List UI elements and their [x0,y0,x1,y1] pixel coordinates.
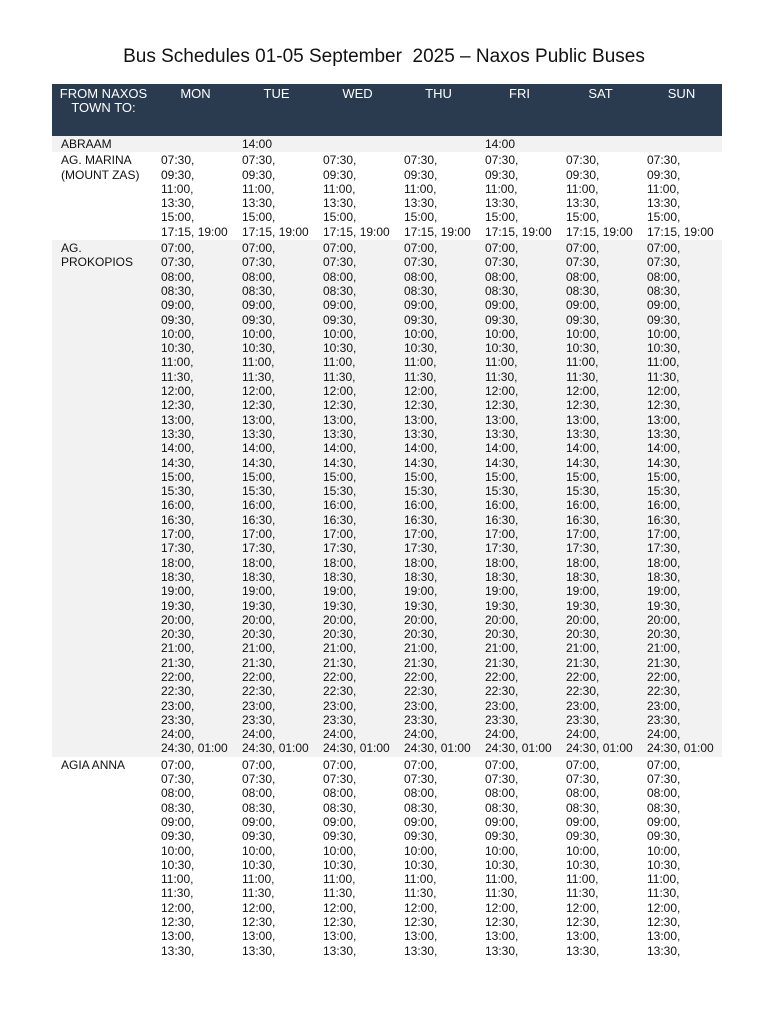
page-title: Bus Schedules 01-05 September 2025 – Naxos Public Buses [123,46,645,67]
times-sun: 07:00, 07:30, 08:00, 08:30, 09:00, 09:30, 10:00, 10:30, 11:00, 11:30, 12:00, 12:30, 13:00, 13:30, [641,757,722,959]
header-thu: THU [398,84,479,136]
times-mon: 07:30, 09:30, 11:00, 13:30, 15:00, 17:15, 19:00 [155,152,236,240]
times-tue: 07:00, 07:30, 08:00, 08:30, 09:00, 09:30, 10:00, 10:30, 11:00, 11:30, 12:00, 12:30, 13:00, 13:30, 14:00, 14:30, 15:00, 15:30, 16:00, 16:30, 17:00, 17:30, 18:00, 18:30, 19:00, 19:30, 20:00, 20:30, 21:00, 21:30, 22:00, 22:30, 23:00, 23:30, 24:00, 24:30, 01:00 [236,240,317,757]
times-thu: 07:00, 07:30, 08:00, 08:30, 09:00, 09:30, 10:00, 10:30, 11:00, 11:30, 12:00, 12:30, 13:00, 13:30, [398,757,479,959]
times-sat: 07:00, 07:30, 08:00, 08:30, 09:00, 09:30, 10:00, 10:30, 11:00, 11:30, 12:00, 12:30, 13:00, 13:30, [560,757,641,959]
times-mon [155,136,236,152]
times-fri: 07:00, 07:30, 08:00, 08:30, 09:00, 09:30, 10:00, 10:30, 11:00, 11:30, 12:00, 12:30, 13:00, 13:30, [479,757,560,959]
header-mon: MON [155,84,236,136]
times-sun: 07:30, 09:30, 11:00, 13:30, 15:00, 17:15, 19:00 [641,152,722,240]
times-sun: 07:00, 07:30, 08:00, 08:30, 09:00, 09:30, 10:00, 10:30, 11:00, 11:30, 12:00, 12:30, 13:00, 13:30, 14:00, 14:30, 15:00, 15:30, 16:00, 16:30, 17:00, 17:30, 18:00, 18:30, 19:00, 19:30, 20:00, 20:30, 21:00, 21:30, 22:00, 22:30, 23:00, 23:30, 24:00, 24:30, 01:00 [641,240,722,757]
times-thu: 07:00, 07:30, 08:00, 08:30, 09:00, 09:30, 10:00, 10:30, 11:00, 11:30, 12:00, 12:30, 13:00, 13:30, 14:00, 14:30, 15:00, 15:30, 16:00, 16:30, 17:00, 17:30, 18:00, 18:30, 19:00, 19:30, 20:00, 20:30, 21:00, 21:30, 22:00, 22:30, 23:00, 23:30, 24:00, 24:30, 01:00 [398,240,479,757]
times-tue: 14:00 [236,136,317,152]
header-tue: TUE [236,84,317,136]
schedule-table [52,84,722,959]
route-name: AG. MARINA (MOUNT ZAS) [52,152,155,240]
times-tue: 07:30, 09:30, 11:00, 13:30, 15:00, 17:15, 19:00 [236,152,317,240]
table-row-abraam [52,136,722,152]
times-fri: 07:30, 09:30, 11:00, 13:30, 15:00, 17:15, 19:00 [479,152,560,240]
times-thu [398,136,479,152]
times-mon: 07:00, 07:30, 08:00, 08:30, 09:00, 09:30, 10:00, 10:30, 11:00, 11:30, 12:00, 12:30, 13:00, 13:30, [155,757,236,959]
header-sat: SAT [560,84,641,136]
times-wed: 07:00, 07:30, 08:00, 08:30, 09:00, 09:30, 10:00, 10:30, 11:00, 11:30, 12:00, 12:30, 13:00, 13:30, [317,757,398,959]
times-wed: 07:30, 09:30, 11:00, 13:30, 15:00, 17:15, 19:00 [317,152,398,240]
times-sat [560,136,641,152]
times-thu: 07:30, 09:30, 11:00, 13:30, 15:00, 17:15, 19:00 [398,152,479,240]
header-sun: SUN [641,84,722,136]
header-from-naxos: FROM NAXOS TOWN TO: [52,84,155,136]
schedule-table-header [52,84,722,136]
times-sat: 07:30, 09:30, 11:00, 13:30, 15:00, 17:15, 19:00 [560,152,641,240]
route-name: ABRAAM [52,136,155,152]
table-row-ag-prokopios [52,240,722,757]
times-wed [317,136,398,152]
table-row-ag-marina [52,152,722,240]
route-name: AGIA ANNA [52,757,155,959]
header-fri: FRI [479,84,560,136]
times-sun [641,136,722,152]
times-mon: 07:00, 07:30, 08:00, 08:30, 09:00, 09:30, 10:00, 10:30, 11:00, 11:30, 12:00, 12:30, 13:00, 13:30, 14:00, 14:30, 15:00, 15:30, 16:00, 16:30, 17:00, 17:30, 18:00, 18:30, 19:00, 19:30, 20:00, 20:30, 21:00, 21:30, 22:00, 22:30, 23:00, 23:30, 24:00, 24:30, 01:00 [155,240,236,757]
times-fri: 14:00 [479,136,560,152]
table-row-agia-anna [52,757,722,959]
header-row [52,84,722,136]
times-tue: 07:00, 07:30, 08:00, 08:30, 09:00, 09:30, 10:00, 10:30, 11:00, 11:30, 12:00, 12:30, 13:00, 13:30, [236,757,317,959]
header-wed: WED [317,84,398,136]
route-name: AG. PROKOPIOS [52,240,155,757]
times-sat: 07:00, 07:30, 08:00, 08:30, 09:00, 09:30, 10:00, 10:30, 11:00, 11:30, 12:00, 12:30, 13:00, 13:30, 14:00, 14:30, 15:00, 15:30, 16:00, 16:30, 17:00, 17:30, 18:00, 18:30, 19:00, 19:30, 20:00, 20:30, 21:00, 21:30, 22:00, 22:30, 23:00, 23:30, 24:00, 24:30, 01:00 [560,240,641,757]
times-fri: 07:00, 07:30, 08:00, 08:30, 09:00, 09:30, 10:00, 10:30, 11:00, 11:30, 12:00, 12:30, 13:00, 13:30, 14:00, 14:30, 15:00, 15:30, 16:00, 16:30, 17:00, 17:30, 18:00, 18:30, 19:00, 19:30, 20:00, 20:30, 21:00, 21:30, 22:00, 22:30, 23:00, 23:30, 24:00, 24:30, 01:00 [479,240,560,757]
times-wed: 07:00, 07:30, 08:00, 08:30, 09:00, 09:30, 10:00, 10:30, 11:00, 11:30, 12:00, 12:30, 13:00, 13:30, 14:00, 14:30, 15:00, 15:30, 16:00, 16:30, 17:00, 17:30, 18:00, 18:30, 19:00, 19:30, 20:00, 20:30, 21:00, 21:30, 22:00, 22:30, 23:00, 23:30, 24:00, 24:30, 01:00 [317,240,398,757]
